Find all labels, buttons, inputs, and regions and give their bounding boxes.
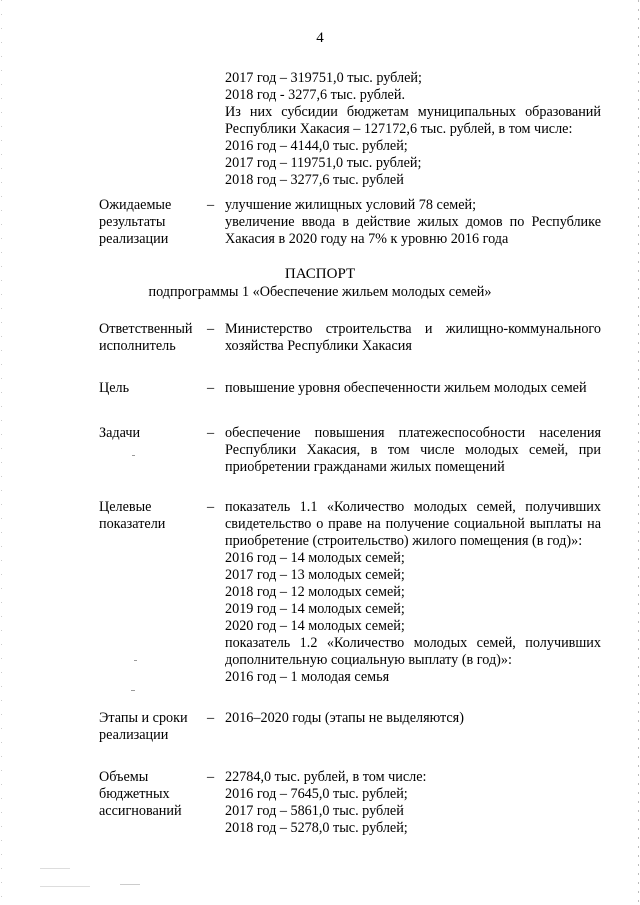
indicators-line: 2020 год – 14 молодых семей; — [225, 618, 405, 634]
responsible-line: хозяйства Республики Хакасия — [225, 338, 412, 354]
scan-speck — [40, 868, 70, 869]
continuation-line: 2017 год – 319751,0 тыс. рублей; — [225, 70, 422, 86]
budget-label: бюджетных — [99, 786, 170, 802]
budget-label: ассигнований — [99, 803, 182, 819]
indicators-label: Целевые — [99, 499, 152, 515]
indicators-line: 2016 год – 1 молодая семья — [225, 669, 390, 685]
tasks-line: приобретении гражданами жилых помещений — [225, 459, 505, 475]
responsible-line: Министерство строительства и жилищно-коммунального — [225, 321, 601, 337]
indicators-line: 2019 год – 14 молодых семей; — [225, 601, 405, 617]
expected-results-label: Ожидаемые — [99, 197, 172, 213]
indicators-label: показатели — [99, 516, 166, 532]
indicators-line: 2017 год – 13 молодых семей; — [225, 567, 405, 583]
scan-edge-left — [1, 0, 2, 905]
expected-results-line: улучшение жилищных условий 78 семей; — [225, 197, 477, 213]
expected-results-line: увеличение ввода в действие жилых домов по Республике — [225, 214, 601, 230]
indicators-line: приобретение (строительство) жилого помещения (в год)»: — [225, 533, 583, 549]
scan-speck — [131, 690, 135, 691]
expected-results-label: реализации — [99, 231, 169, 247]
tasks-label: Задачи — [99, 425, 141, 441]
continuation-line: Из них субсидии бюджетам муниципальных образований — [225, 104, 601, 120]
indicators-line: показатель 1.1 «Количество молодых семей, получивших — [225, 499, 601, 515]
indicators-line: свидетельство о праве на получение социальной выплаты на — [225, 516, 601, 532]
scan-speck — [40, 886, 90, 887]
goal-line: повышение уровня обеспеченности жильем молодых семей — [225, 380, 587, 396]
scan-speck — [132, 455, 135, 456]
stages-label: реализации — [99, 727, 169, 743]
budget-label: Объемы — [99, 769, 149, 785]
row-dash: – — [207, 769, 215, 785]
budget-line: 2017 год – 5861,0 тыс. рублей — [225, 803, 404, 819]
responsible-label: Ответственный — [99, 321, 193, 337]
scan-edge-right — [638, 0, 639, 905]
passport-subtitle: подпрограммы 1 «Обеспечение жильем молодых семей» — [148, 284, 492, 300]
row-dash: – — [207, 380, 215, 396]
row-dash: – — [207, 710, 215, 726]
continuation-line: 2016 год – 4144,0 тыс. рублей; — [225, 138, 408, 154]
stages-line: 2016–2020 годы (этапы не выделяются) — [225, 710, 464, 726]
page-number: 4 — [316, 30, 324, 46]
budget-line: 22784,0 тыс. рублей, в том числе: — [225, 769, 427, 785]
goal-label: Цель — [99, 380, 130, 396]
expected-results-label: результаты — [99, 214, 166, 230]
continuation-line: 2018 год – 3277,6 тыс. рублей — [225, 172, 404, 188]
budget-line: 2016 год – 7645,0 тыс. рублей; — [225, 786, 408, 802]
row-dash: – — [207, 499, 215, 515]
responsible-label: исполнитель — [99, 338, 176, 354]
indicators-line: показатель 1.2 «Количество молодых семей, получивших — [225, 635, 601, 651]
continuation-line: 2017 год – 119751,0 тыс. рублей; — [225, 155, 422, 171]
continuation-line: Республики Хакасия – 127172,6 тыс. рублей, в том числе: — [225, 121, 573, 137]
passport-title: ПАСПОРТ — [284, 266, 356, 282]
tasks-line: Республики Хакасия, в том числе молодых семей, при — [225, 442, 601, 458]
indicators-line: 2016 год – 14 молодых семей; — [225, 550, 405, 566]
expected-results-line: Хакасия в 2020 году на 7% к уровню 2016 года — [225, 231, 509, 247]
scan-speck — [120, 884, 140, 885]
budget-line: 2018 год – 5278,0 тыс. рублей; — [225, 820, 408, 836]
stages-label: Этапы и сроки — [99, 710, 188, 726]
indicators-line: 2018 год – 12 молодых семей; — [225, 584, 405, 600]
tasks-line: обеспечение повышения платежеспособности населения — [225, 425, 601, 441]
row-dash: – — [207, 321, 215, 337]
indicators-line: дополнительную социальную выплату (в год)»: — [225, 652, 512, 668]
row-dash: – — [207, 197, 215, 213]
row-dash: – — [207, 425, 215, 441]
continuation-line: 2018 год - 3277,6 тыс. рублей. — [225, 87, 405, 103]
scan-speck — [134, 660, 137, 661]
